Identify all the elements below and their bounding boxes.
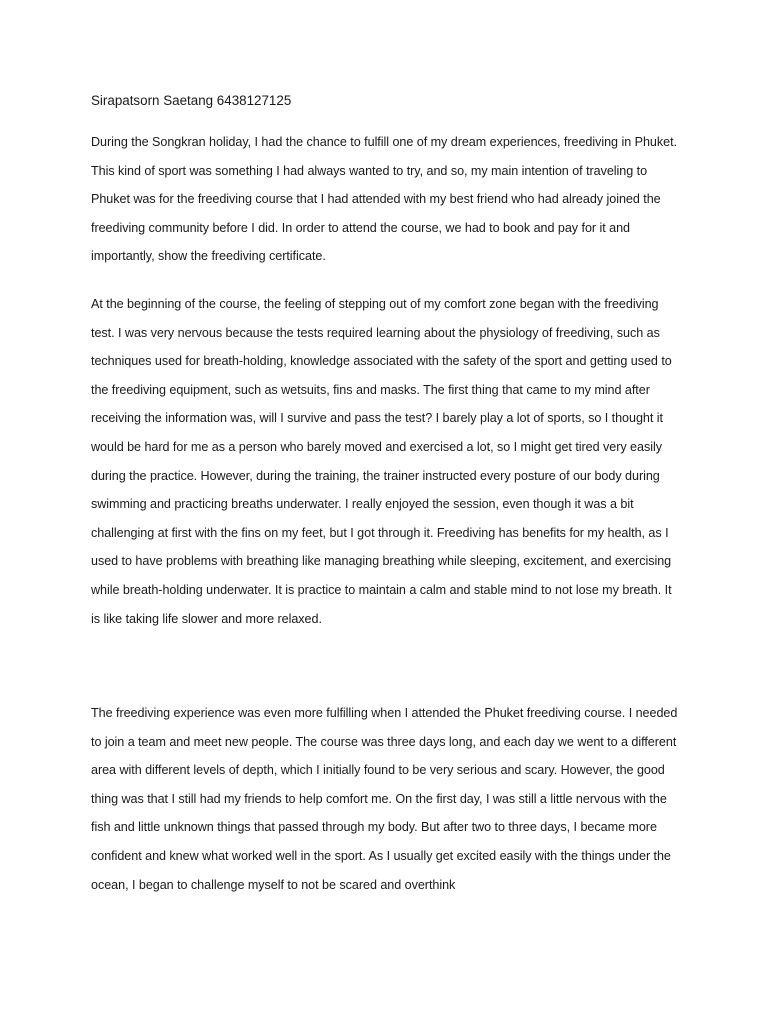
paragraph-1: During the Songkran holiday, I had the chance to fulfill one of my dream experiences, freediving in Phuket. This kind of sport was something I had always wanted to try, and so, my main intention of traveling to Phuket was for the freediving course that I had attended with my best friend who had already joined the freediving community before I did. In order to attend the course, we had to book and pay for it and importantly, show the freediving certificate.	[91, 135, 677, 264]
paragraph-2: At the beginning of the course, the feeling of stepping out of my comfort zone began with the freediving test. I was very nervous because the tests required learning about the physiology of freediving, such as techniques used for breath-holding, knowledge associated with the safety of the sport and getting used to the freediving equipment, such as wetsuits, fins and masks. The first thing that came to my mind after receiving the information was, will I survive and pass the test? I barely play a lot of sports, so I thought it would be hard for me as a person who barely moved and exercised a lot, so I might get tired very easily during the practice. However, during the training, the trainer instructed every posture of our body during swimming and practicing breaths underwater. I really enjoyed the session, even though it was a bit challenging at first with the fins on my feet, but I got through it. Freediving has benefits for my health, as I used to have problems with breathing like managing breathing while sleeping, excitement, and exercising while breath-holding underwater. It is practice to maintain a calm and stable mind to not lose my breath. It is like taking life slower and more relaxed.	[91, 296, 672, 626]
document-body	[91, 90, 681, 918]
author-line: Sirapatsorn Saetang 6438127125	[91, 93, 292, 108]
paragraph-3: The freediving experience was even more fulfilling when I attended the Phuket freediving course. I needed to join a team and meet new people. The course was three days long, and each day we went to a different area with different levels of depth, which I initially found to be very serious and scary. However, the good thing was that I still had my friends to help comfort me. On the first day, I was still a little nervous with the fish and little unknown things that passed through my body. But after two to three days, I became more confident and knew what worked well in the sport. As I usually get excited easily with the things under the ocean, I began to challenge myself to not be scared and overthink	[91, 706, 678, 892]
